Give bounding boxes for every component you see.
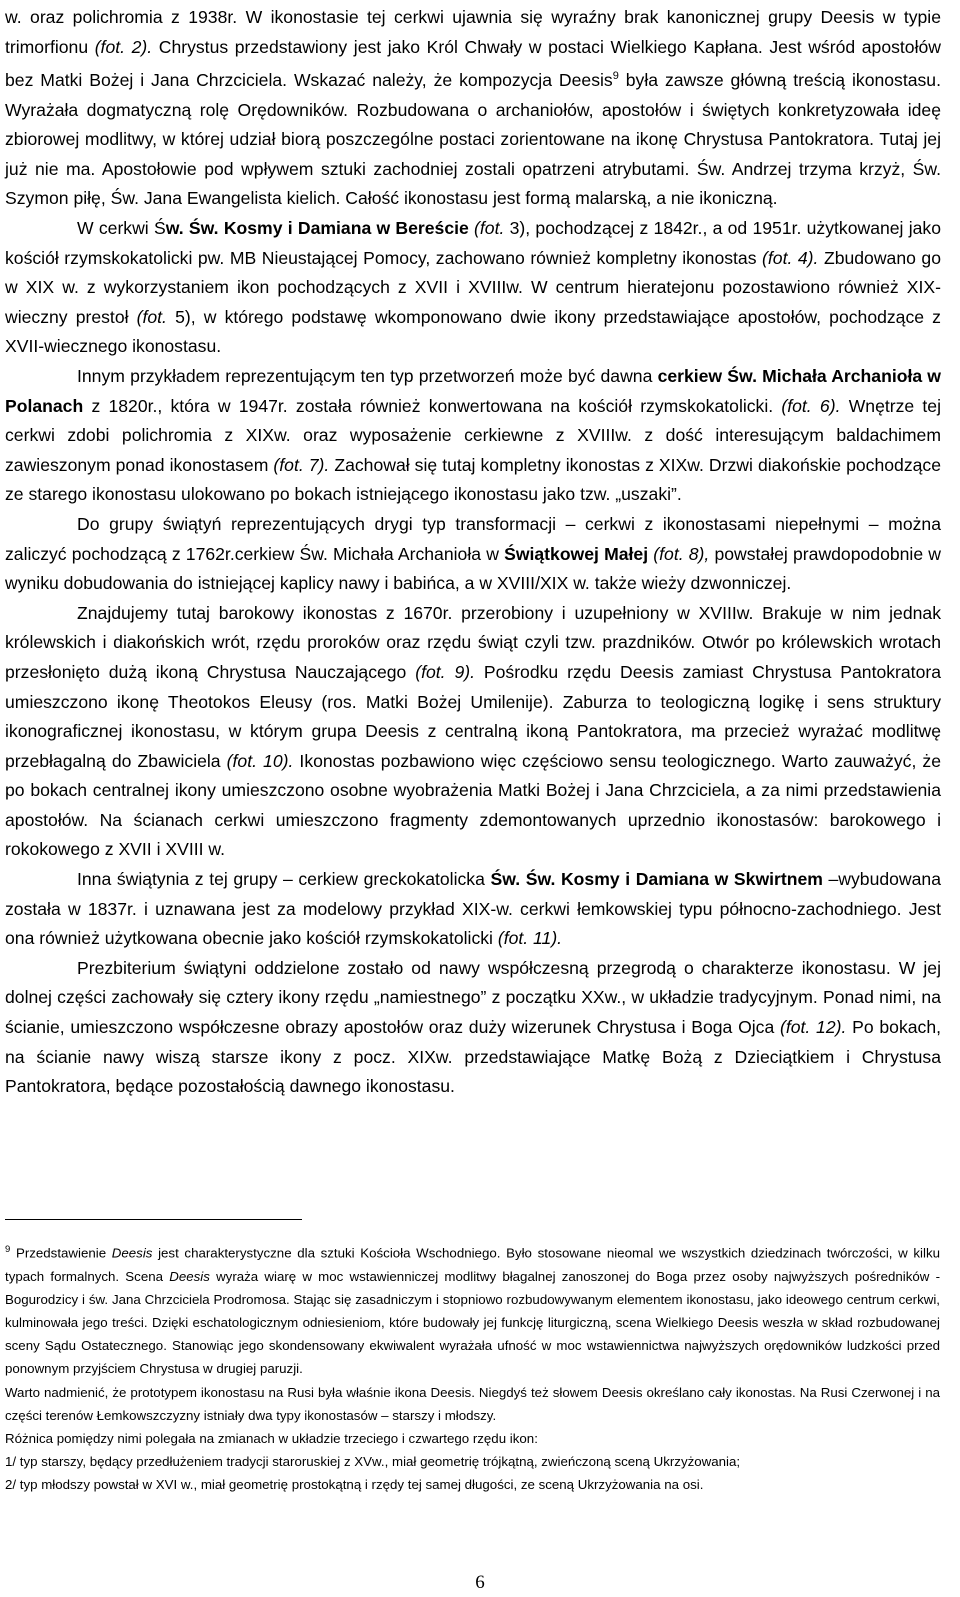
footnote-number: 9	[5, 1244, 11, 1255]
footnote-list-item: 2/ typ młodszy powstał w XVI w., miał geometrię prostokątną i rzędy tej samej długości, ze sceną Ukrzyżowania na osi.	[5, 1477, 704, 1493]
term: Deesis	[169, 1268, 210, 1284]
paragraph-4	[5, 510, 941, 599]
footnotes	[5, 1238, 940, 1497]
photo-reference: (fot. 10).	[226, 750, 294, 771]
text-run: W cerkwi Ś	[77, 218, 166, 239]
text-run: Przedstawienie	[10, 1245, 112, 1261]
text-run: Ikonostas pozbawiono więc częściowo sensu teologicznego. Warto zauważyć, że po bokach centralnej ikony umieszczono osobne wyobrażenia Matki Bożej i Jana Chrzciciela, a za nimi przedstawienia apostołów. Na ścianach cerkwi umieszczono fragmenty zdemontowanych uprzednio ikonostasów: barokowego i rokokowego z XVII i XVIII w.	[5, 750, 941, 860]
document-page	[5, 3, 941, 1102]
text-run: jest charakterystyczne dla sztuki Kościoła Wschodniego. Było stosowane nieomal we wszystkich dziedzinach twórczości, w kilku typach formalnych. Scena	[5, 1245, 941, 1284]
footnote-paragraph: Różnica pomiędzy nimi polegała na zmianach w układzie trzeciego i czwartego rzędu ikon:	[5, 1431, 538, 1447]
photo-reference: (fot. 12).	[780, 1017, 847, 1038]
text-run: Pośrodku rzędu Deesis zamiast Chrystusa Pantokratora umieszczono ikonę Theotokos Eleusy (ros. Matki Bożej Umilenije). Zaburza to teologiczną logikę i sens struktury ikonograficznej ikonostasu, w którym grupa Deesis z centralną ikoną Pantokratora, ma przecież wyrażać modlitwę przebłagalną do Zbawiciela	[5, 661, 941, 771]
term: Deesis	[111, 1245, 153, 1261]
photo-reference: (fot.	[468, 218, 505, 239]
paragraph-5	[5, 599, 941, 865]
footnote-list-item: 1/ typ starszy, będący przedłużeniem tradycji staroruskiej z XVw., miał geometrię trójkątną, zwieńczoną sceną Ukrzyżowania;	[5, 1454, 741, 1470]
text-run: Zachował się tutaj kompletny ikonostas z XIXw. Drzwi diakońskie pochodzące ze starego ikonostasu ulokowano po bokach istniejącego ikonostasu jako tzw. „uszaki”.	[5, 454, 941, 505]
church-name: w. Św. Kosmy i Damiana w Bereście	[165, 218, 469, 239]
footnote-separator	[5, 1219, 302, 1220]
text-run: –wybudowana została w 1837r. i uznawana jest za modelowy przykład XIX-w. cerkwi łemkowskiej typu północno-zachodniego. Jest ona również użytkowana obecnie jako kościół rzymskokatolicki	[5, 869, 941, 949]
footnote-paragraph: Warto nadmienić, że prototypem ikonostasu na Rusi była właśnie ikona Deesis. Niegdyś też słowem Deesis określano cały ikonostas. Na Rusi Czerwonej i na części terenów Łemkowszczyzny istniały dwa typy ikonostasów – starszy i młodszy.	[5, 1384, 940, 1423]
text-run: była zawsze główną treścią ikonostasu. Wyrażała dogmatyczną rolę Orędowników. Rozbudowana o archaniołów, apostołów i świętych konkretyzowała ideę zbiorowej modlitwy, w której udział biorą poszczególne postaci zorientowane na ikonę Chrystusa Pantokratora. Tutaj jej już nie ma. Apostołowie pod wpływem sztuki zachodniej zostali opatrzeni atrybutami. Św. Andrzej trzyma krzyż, Św. Szymon piłę, Św. Jana Ewangelista kielich. Całość ikonostasu jest formą malarską, a nie ikoniczną.	[5, 70, 941, 209]
text-run: Chrystus przedstawiony jest jako Król Chwały w postaci Wielkiego Kapłana. Jest wśród apostołów bez Matki Bożej i Jana Chrzciciela. Wskazać należy, że kompozycja Deesis	[5, 36, 941, 91]
church-name: Św. Św. Kosmy i Damiana w Skwirtnem	[490, 869, 823, 890]
photo-reference: (fot. 11).	[497, 928, 563, 949]
text-run: powstałej prawdopodobnie w wyniku dobudowania do istniejącej kaplicy nawy i babińca, a w XVIII/XIX w. także wieży dzwonniczej.	[5, 543, 941, 594]
photo-reference: (fot. 4).	[762, 247, 819, 268]
footnote-9	[5, 1238, 940, 1381]
photo-reference: (fot. 2).	[94, 36, 153, 57]
photo-reference: (fot. 9).	[415, 661, 475, 682]
page-number: 6	[475, 1572, 485, 1593]
church-name: Świątkowej Małej	[504, 543, 649, 564]
text-run: w. oraz polichromia z 1938r. W ikonostasie tej cerkwi ujawnia się wyraźny brak kanonicznej grupy Deesis w typie trimorfionu	[5, 7, 941, 57]
text-run: 3), pochodzącej z 1842r., a od 1951r. użytkowanej jako kościół rzymskokatolicki pw. MB Nieustającej Pomocy, zachowano również kompletny ikonostas	[5, 218, 941, 268]
paragraph-1	[5, 3, 941, 214]
text-run: Do grupy świątyń reprezentujących drygi typ transformacji – cerkwi z ikonostasami niepełnymi – można zaliczyć pochodzącą z 1762r.cerkiew Św. Michała Archanioła w	[5, 513, 941, 564]
text-run: Znajdujemy tutaj barokowy ikonostas z 1670r. przerobiony i uzupełniony w XVIIIw. Brakuje w nim jednak królewskich i diakońskich wrót, rzędu proroków oraz rzędu świąt czyli tzw. prazdników. Otwór po królewskich wrotach przesłonięto dużą ikoną Chrystusa Nauczającego	[5, 602, 941, 682]
text-run: wyraża wiarę w moc wstawienniczej modlitwy błagalnej zanoszonej do Boga przez osoby najwyższych pośredników - Bogurodzicy i św. Jana Chrzciciela Prodromosa. Stając się zasadniczym i stopniowo rozbudowywanym elementem ikonostasu, jako ideowego centrum cerkwi, kulminowała jego treści. Dzięki eschatologicznym odniesieniom, które budowały jej funkcję liturgiczną, scena Wielkiego Deesis weszła w skład rozbudowanej sceny Sądu Ostatecznego. Stanowiąc jego skondensowany ekwiwalent wyrażała ufność w moc wstawiennictwa najwyższych orędowników ludzkości przed ponownym przyjściem Chrystusa w drugiej paruzji.	[5, 1268, 940, 1377]
paragraph-3	[5, 362, 941, 510]
text-run: Wnętrze tej cerkwi zdobi polichromia z XIXw. oraz wyposażenie cerkiewne z XVIIIw. z dość interesującym baldachimem zawieszonym ponad ikonostasem	[5, 395, 942, 475]
photo-reference: (fot. 6).	[781, 395, 841, 416]
text-run: 5), w którego podstawę wkomponowano dwie ikony przedstawiające apostołów, pochodzące z XVII-wiecznego ikonostasu.	[5, 306, 941, 357]
text-run: z 1820r., która w 1947r. została również konwertowana na kościół rzymskokatolicki.	[83, 395, 782, 416]
text-run: Innym przykładem reprezentującym ten typ przetworzeń może być dawna	[77, 365, 658, 386]
church-name: cerkiew Św. Michała Archanioła w Polanach	[5, 365, 941, 416]
paragraph-2	[5, 214, 941, 362]
footnote-ref[interactable]: 9	[612, 70, 619, 83]
text-run: Prezbiterium świątyni oddzielone zostało od nawy współczesną przegrodą o charakterze ikonostasu. W jej dolnej części zachowały się cztery ikony rzędu „namiestnego” z początku XXw., w układzie tradycyjnym. Ponad nimi, na ścianie, umieszczono współczesne obrazy apostołów oraz duży wizerunek Chrystusa i Boga Ojca	[5, 957, 941, 1038]
text-run: Zbudowano go w XIX w. z wykorzystaniem ikon pochodzących z XVII i XVIIIw. W centrum hieratejonu pozostawiono również XIX-wieczny prestoł	[5, 247, 941, 327]
text-run: Po bokach, na ścianie nawy wiszą starsze ikony z pocz. XIXw. przedstawiające Matkę Bożą z Dzieciątkiem i Chrystusa Pantokratora, będące pozostałością dawnego ikonostasu.	[5, 1017, 942, 1097]
text-run: Inna świątynia z tej grupy – cerkiew greckokatolicka	[77, 869, 491, 890]
photo-reference: (fot. 8),	[648, 543, 710, 564]
paragraph-7	[5, 954, 941, 1102]
photo-reference: (fot.	[136, 306, 167, 327]
paragraph-6	[5, 865, 941, 954]
photo-reference: (fot. 7).	[273, 454, 330, 475]
